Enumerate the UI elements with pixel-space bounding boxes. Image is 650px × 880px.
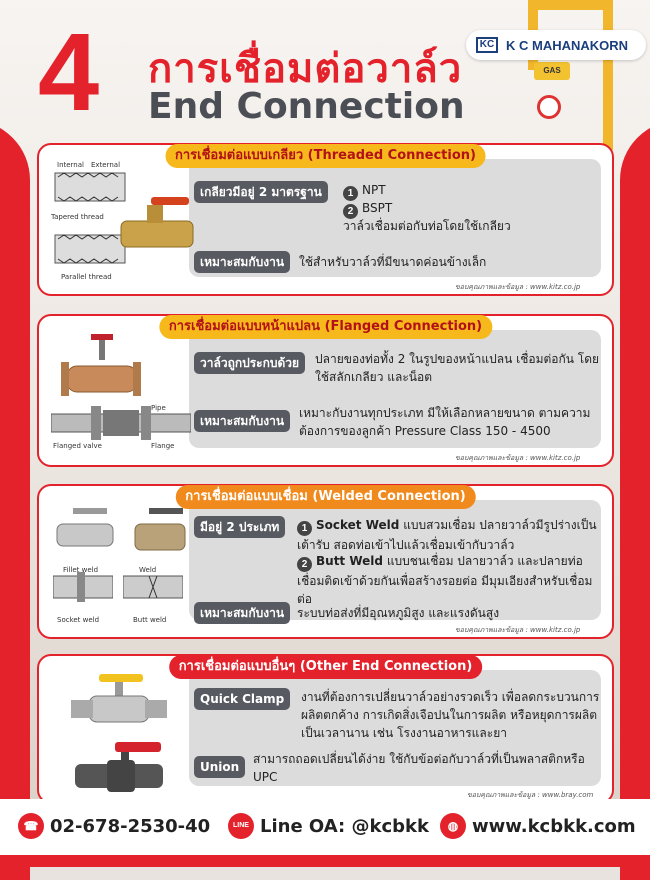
diagram-label: Tapered thread [51,213,104,221]
phone-icon: ☎ [18,813,44,839]
suitable-tag: เหมาะสมกับงาน [194,251,290,273]
big-number: 4 [38,11,100,134]
phone-contact[interactable] [18,813,210,839]
website-link[interactable] [440,813,636,839]
diagram-label: Parallel thread [61,273,112,281]
suitable-text: เหมาะกับงานทุกประเภท มีให้เลือกหลายขนาด ตามความต้องการของลูกค้า Pressure Class 150 - 4500 [299,406,591,438]
diagram-label: Flange [151,442,175,450]
line-icon: LINE [228,813,254,839]
right-red-band [620,120,650,880]
weld-type-item [297,552,603,608]
welded-section [37,484,614,639]
diagram-label: Flanged valve [53,442,102,450]
source-credit: ขอบคุณภาพและข้อมูล : www.kitz.co.jp [455,626,581,634]
threaded-section [37,143,614,296]
number-badge: 1 [343,186,358,201]
socket-weld-text: แบบสวมเชื่อม ปลายวาล์วมีรูปร่างเป็นเต้ารับ สอดท่อเข้าไปแล้วเชื่อมเข้ากับวาล์ว [297,518,597,552]
footer [0,799,650,867]
diagram-label: Butt weld [133,616,167,624]
welded-valve-images [53,502,193,562]
suitable-text: ใช้สำหรับวาล์วที่มีขนาดค่อนข้างเล็ก [299,255,487,269]
page-title-thai: การเชื่อมต่อวาล์ว [148,46,463,92]
pipe-decoration [603,0,613,150]
section-heading: การเชื่อมต่อแบบเกลียว (Threaded Connection) [165,144,486,168]
section-heading: การเชื่อมต่อแบบหน้าแปลน (Flanged Connection) [159,315,492,339]
butt-weld-text: แบบชนเชื่อม ปลายวาล์ว และปลายท่อเชื่อมติดเข้าด้วยกันเพื่อสร้างรอยต่อ มีมุมเอียงสำหรับเชื่อมต่อ [297,554,593,606]
flange-diagram [51,404,191,444]
line-contact[interactable] [228,813,429,839]
union-text: สามารถถอดเปลี่ยนได้ง่าย ใช้กับข้อต่อกับวาล์วที่เป็นพลาสติกหรือ UPC [253,752,585,784]
union-valve-image [69,738,169,796]
source-credit: ขอบคุณภาพและข้อมูล : www.bray.com [467,791,594,799]
suitable-tag: เหมาะสมกับงาน [194,602,290,624]
assembly-tag: วาล์วถูกประกบด้วย [194,352,305,374]
footer-red-bar [0,855,650,867]
diagram-label: Weld [139,566,157,574]
section-heading: การเชื่อมต่อแบบเชื่อม (Welded Connection) [175,485,475,509]
diagram-label: External [91,161,121,169]
weld-type-item [297,516,603,554]
section-heading: การเชื่อมต่อแบบอื่นๆ (Other End Connection) [169,655,483,679]
thread-note: วาล์วเชื่อมต่อกับท่อโดยใช้เกลียว [343,219,511,233]
diagram-label: Internal [57,161,84,169]
brand-name: K C MAHANAKORN [506,37,629,53]
standards-tag: เกลียวมีอยู่ 2 มาตรฐาน [194,181,328,203]
number-badge: 2 [343,204,358,219]
flanged-valve-image [61,332,141,400]
website-url: www.kcbkk.com [472,815,636,837]
standard-npt: NPT [362,183,386,197]
number-badge: 2 [297,557,312,572]
standard-bspt: BSPT [362,201,393,215]
socket-weld-diagram [53,568,113,608]
page-title-english: End Connection [148,86,465,127]
left-red-band [0,120,30,880]
standard-item [343,181,386,201]
pressure-gauge-icon [537,95,561,119]
flanged-section [37,314,614,467]
butt-weld-diagram [123,568,183,608]
brass-ball-valve-image [117,191,197,261]
source-credit: ขอบคุณภาพและข้อมูล : www.kitz.co.jp [455,454,581,462]
suitable-tag: เหมาะสมกับงาน [194,410,290,432]
number-badge: 1 [297,521,312,536]
types-tag: มีอยู่ 2 ประเภท [194,516,285,538]
gas-sign: GAS [534,62,570,80]
brand-mark-icon: KC [476,37,498,53]
globe-icon: ◍ [440,813,466,839]
brand-logo [466,30,646,60]
quick-clamp-text: งานที่ต้องการเปลี่ยนวาล์วอย่างรวดเร็ว เพื่อลดกระบวนการผลิตตกค้าง การเกิดสิ่งเจือปนในการผลิต หรือหยุดการผลิตเป็นเวลานาน เช่น โรงงานอาหารและยา [301,690,600,740]
pipe-decoration [528,0,613,10]
standard-item [343,199,392,219]
other-section [37,654,614,804]
quick-clamp-valve-image [69,670,169,736]
phone-number: 02-678-2530-40 [50,815,211,837]
line-account: Line OA: @kcbkk [260,815,429,837]
union-tag: Union [194,756,245,778]
diagram-label: Fillet weld [63,566,99,574]
suitable-text: ระบบท่อส่งที่มีอุณหภูมิสูง และแรงดันสูง [297,606,500,620]
source-credit: ขอบคุณภาพและข้อมูล : www.kitz.co.jp [455,283,581,291]
socket-weld-label: Socket Weld [316,518,400,532]
diagram-label: Socket weld [57,616,100,624]
butt-weld-label: Butt Weld [316,554,383,568]
diagram-label: Pipe [151,404,166,412]
assembly-text: ปลายของท่อทั้ง 2 ในรูปของหน้าแปลน เชื่อมต่อกัน โดยใช้สลักเกลียว และน็อต [315,352,600,384]
quick-clamp-tag: Quick Clamp [194,688,290,710]
